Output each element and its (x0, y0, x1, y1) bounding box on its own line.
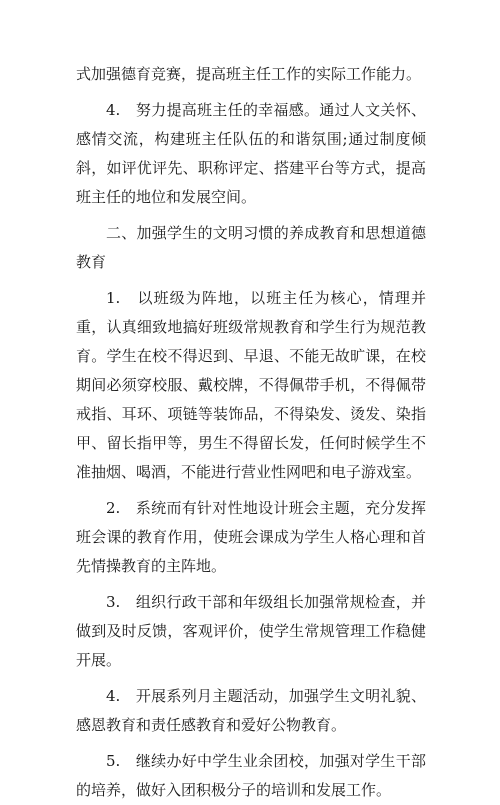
paragraph-item-4-happiness: 4. 努力提高班主任的幸福感。通过人文关怀、感情交流，构建班主任队伍的和谐氛围;通过制度倾斜，如评优评先、职称评定、搭建平台等方式，提高班主任的地位和发展空间。 (76, 101, 426, 206)
paragraph-item-3-inspection: 3. 组织行政干部和年级组长加强常规检查，并做到及时反馈，客观评价，使学生常规管理工作稳健开展。 (76, 593, 426, 669)
paragraph-item-5-youth-league: 5. 继续办好中学生业余团校，加强对学生干部的培养，做好入团积极分子的培训和发展工作。 (76, 752, 426, 799)
section-heading-2: 二、加强学生的文明习惯的养成教育和思想道德教育 (76, 224, 426, 271)
paragraph-item-2-class-meeting: 2. 系统而有针对性地设计班会主题，充分发挥班会课的教育作用，使班会课成为学生人格心理和首先情操教育的主阵地。 (76, 499, 426, 575)
document-page (76, 60, 426, 805)
paragraph-item-4-monthly-activities: 4. 开展系列月主题活动，加强学生文明礼貌、感恩教育和责任感教育和爱好公物教育。 (76, 687, 426, 734)
paragraph-item-1-class-routine: 1. 以班级为阵地，以班主任为核心，情理并重，认真细致地搞好班级常规教育和学生行为规范教育。学生在校不得迟到、早退、不能无故旷课，在校期间必须穿校服、戴校牌，不得佩带手机，不得佩带戒指、耳环、项链等装饰品，不得染发、烫发、染指甲、留长指甲等，男生不得留长发，任何时候学生不准抽烟、喝酒，不能进行营业性网吧和电子游戏室。 (76, 289, 426, 481)
paragraph-continuation: 式加强德育竞赛，提高班主任工作的实际工作能力。 (76, 65, 422, 83)
